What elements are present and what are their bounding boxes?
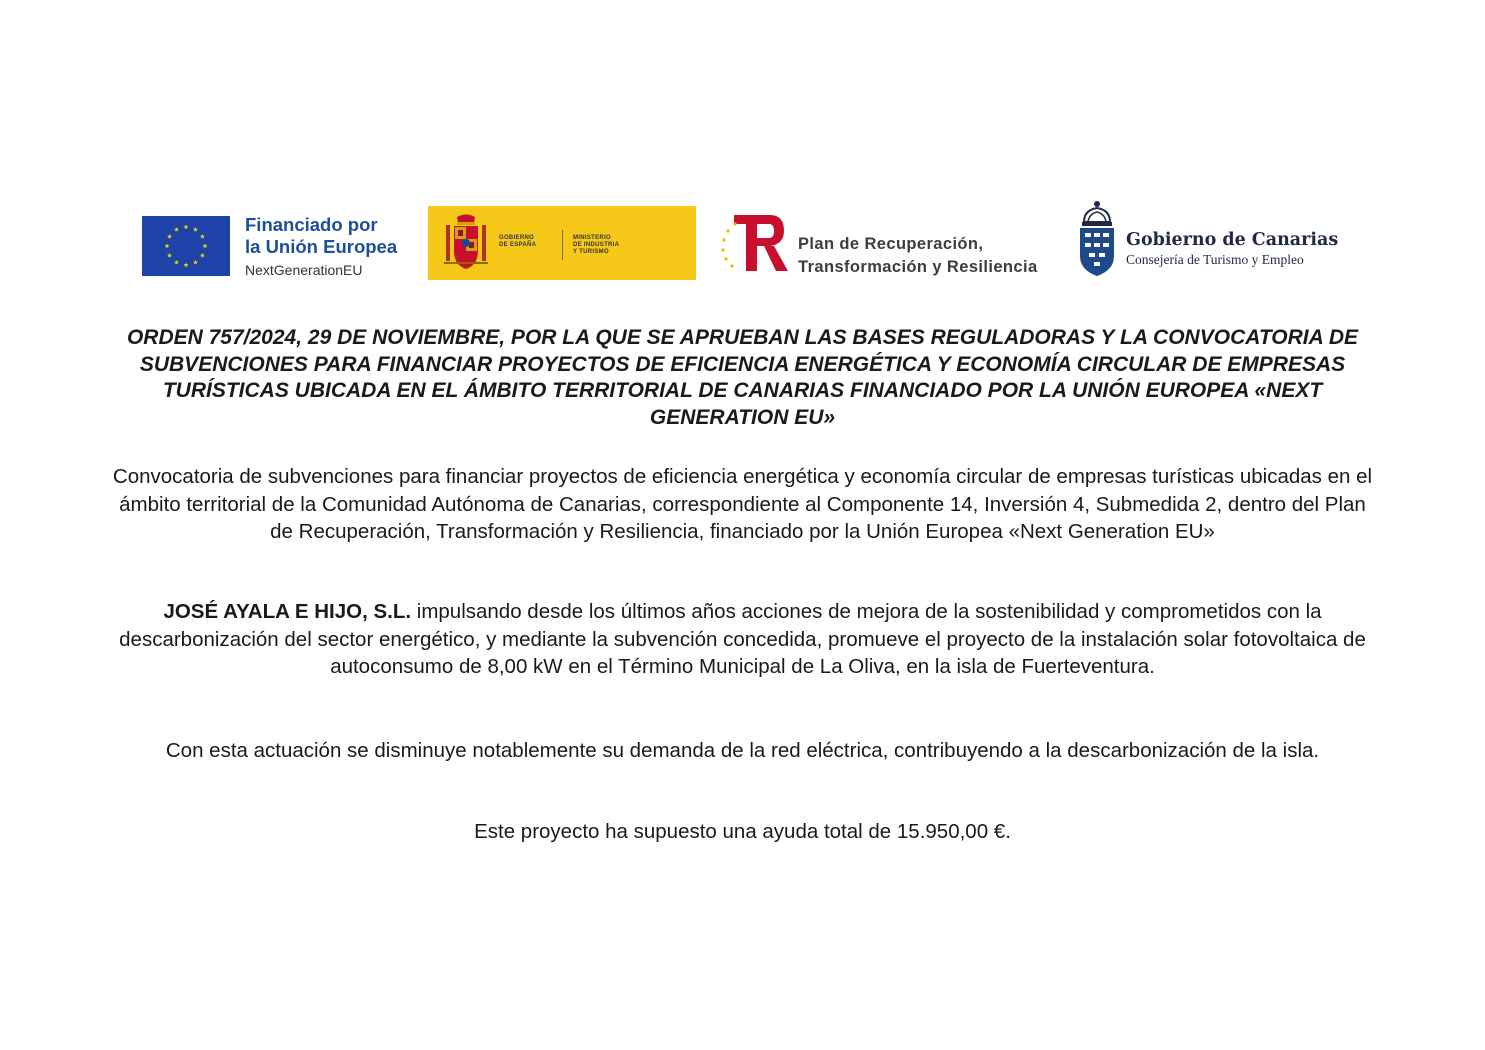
eu-flag-icon [142, 216, 230, 276]
eu-logo-line3: NextGenerationEU [245, 262, 363, 278]
canarias-logo-line1: Gobierno de Canarias [1126, 230, 1339, 250]
logo-bar [140, 196, 1350, 286]
eu-logo-line2: la Unión Europea [245, 236, 398, 257]
canarias-emblem-icon [1076, 198, 1118, 278]
spain-government-logo [428, 206, 696, 280]
eu-logo-line1: Financiado por [245, 214, 378, 235]
spain-logo-divider [562, 230, 563, 260]
company-name: JOSÉ AYALA E HIJO, S.L. [163, 600, 412, 623]
recovery-plan-r-icon [720, 211, 792, 275]
eu-funding-logo [142, 214, 412, 278]
recovery-plan-line2: Transformación y Resiliencia [798, 258, 1038, 276]
canarias-logo-line2: Consejería de Turismo y Empleo [1126, 252, 1304, 267]
document-title: ORDEN 757/2024, 29 DE NOVIEMBRE, POR LA QUE SE APRUEBAN LAS BASES REGULADORAS Y LA CONVOCATORIA DE SUBVENCIONES PARA FINANCIAR PROYECTOS DE EFICIENCIA ENERGÉTICA Y ECONOMÍA CIRCULAR DE EMPRESAS TURÍSTICAS UBICADA EN EL ÁMBITO TERRITORIAL DE CANARIAS FINANCIADO POR LA UNIÓN EUROPEA «NEXT GENERATION EU» [126, 326, 1359, 429]
intro-paragraph: Convocatoria de subvenciones para financiar proyectos de eficiencia energética y economía circular de empresas turísticas ubicadas en el ámbito territorial de la Comunidad Autónoma de Canarias, correspondiente al Componente 14, Inversión 4, Submedida 2, dentro del Plan de Recuperación, Transformación y Resiliencia, financiado por la Unión Europea «Next Generation EU» [112, 465, 1373, 543]
spain-government-text: GOBIERNO DE ESPAÑA [499, 235, 537, 248]
company-paragraph [110, 598, 1375, 681]
impact-paragraph: Con esta actuación se disminuye notablemente su demanda de la red eléctrica, contribuyendo a la descarbonización de la isla. [165, 739, 1320, 762]
company-description: impulsando desde los últimos años acciones de mejora de la sostenibilidad y comprometidos con la descarbonización del sector energético, y mediante la subvención concedida, promueve el proyecto de la instalación solar fotovoltaica de autoconsumo de 8,00 kW en el Término Municipal de La Oliva, en la isla de Fuerteventura. [119, 600, 1366, 678]
funding-amount: Este proyecto ha supuesto una ayuda total de 15.950,00 €. [474, 820, 1011, 843]
recovery-plan-logo [720, 211, 1070, 275]
canarias-government-logo [1076, 196, 1351, 286]
spain-coat-of-arms-icon [440, 213, 492, 273]
spain-ministry-text: MINISTERIO DE INDUSTRIA Y TURISMO [573, 235, 620, 255]
recovery-plan-line1: Plan de Recuperación, [798, 235, 984, 253]
